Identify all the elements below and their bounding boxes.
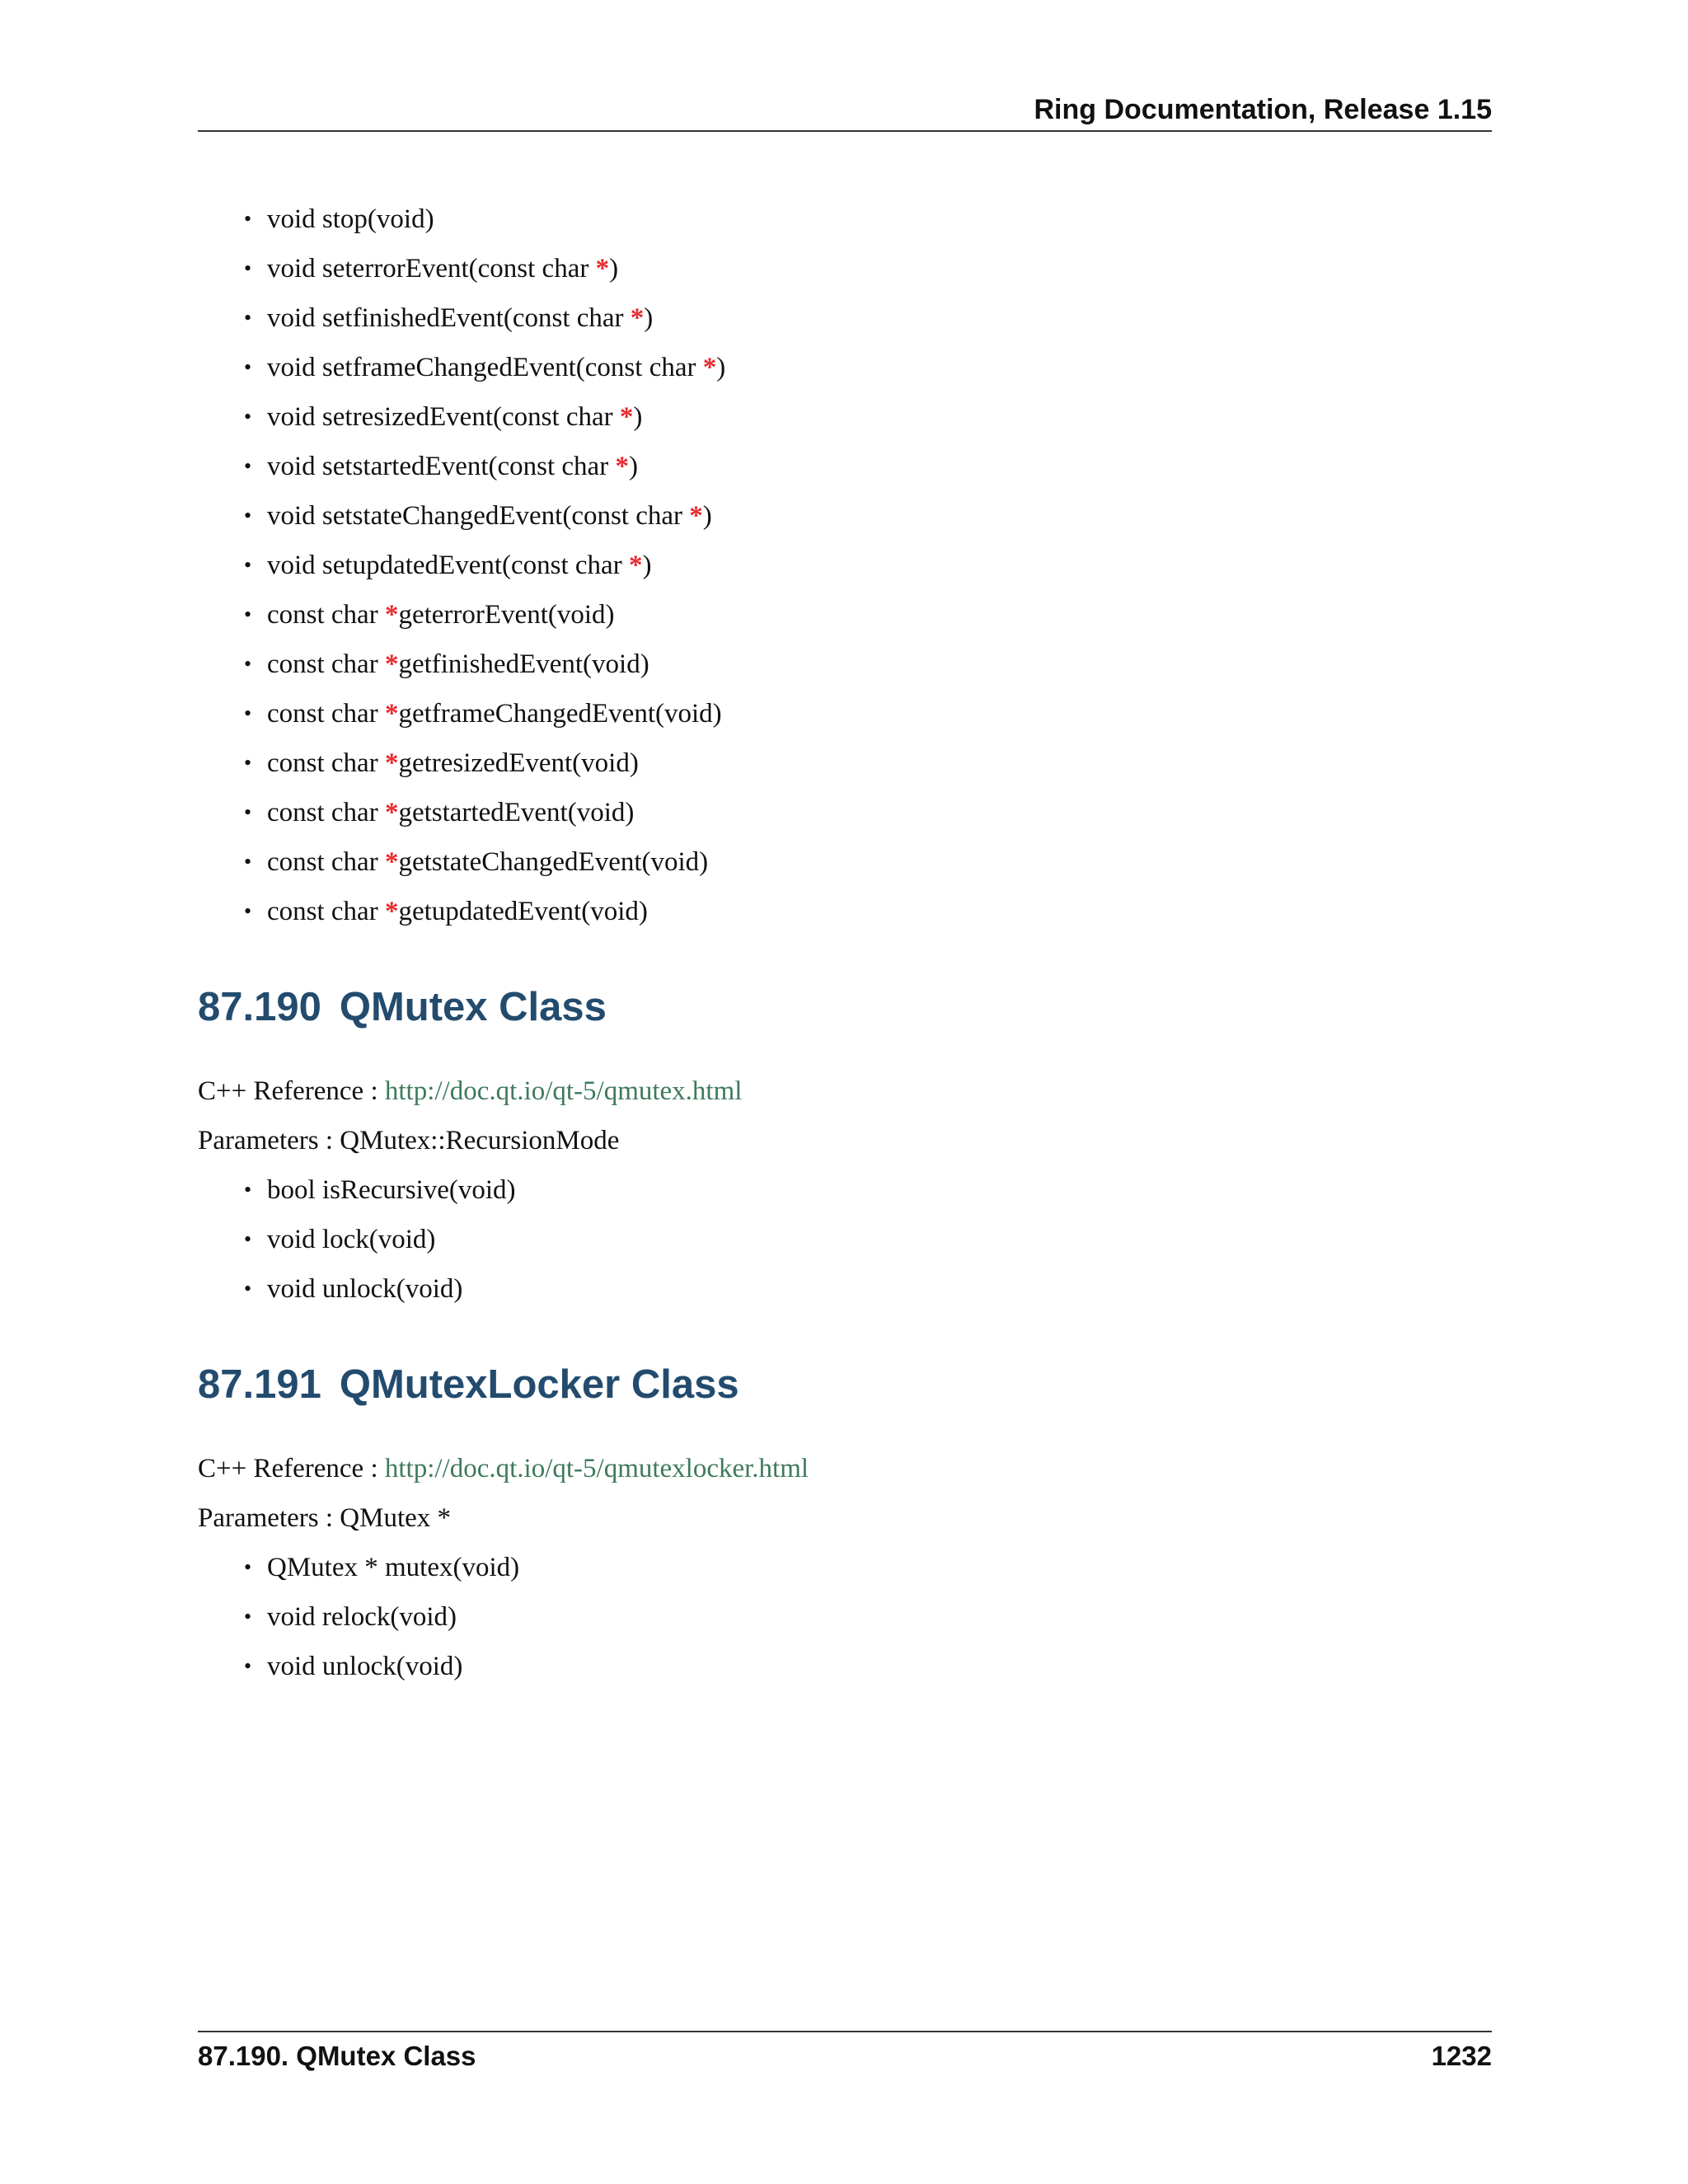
list-item bbox=[198, 640, 1492, 689]
bullet-icon: • bbox=[244, 850, 252, 874]
method-text: const char bbox=[267, 699, 385, 729]
list-item bbox=[198, 590, 1492, 640]
method-list-qmovie bbox=[198, 194, 1492, 936]
bullet-icon: • bbox=[244, 1277, 252, 1301]
method-text: getframeChangedEvent(void) bbox=[398, 699, 722, 729]
reference-link[interactable]: http://doc.qt.io/qt-5/qmutex.html bbox=[384, 1076, 743, 1106]
bullet-icon: • bbox=[244, 800, 252, 824]
list-item bbox=[198, 788, 1492, 837]
method-text: ) bbox=[633, 402, 643, 432]
list-item bbox=[198, 541, 1492, 590]
method-text: void setfinishedEvent(const char bbox=[267, 303, 631, 333]
page-footer bbox=[198, 2031, 1492, 2082]
section-title: QMutexLocker Class bbox=[339, 1362, 739, 1407]
list-item bbox=[198, 1165, 1492, 1215]
method-text: void unlock(void) bbox=[267, 1274, 463, 1304]
reference-link[interactable]: http://doc.qt.io/qt-5/qmutexlocker.html bbox=[384, 1454, 809, 1483]
cpp-reference bbox=[198, 1444, 1492, 1493]
method-text: const char bbox=[267, 847, 385, 877]
method-text: void relock(void) bbox=[267, 1602, 457, 1632]
list-item bbox=[198, 887, 1492, 936]
method-text: ) bbox=[628, 452, 638, 481]
list-item bbox=[198, 1543, 1492, 1592]
section-heading bbox=[198, 982, 1492, 1032]
bullet-icon: • bbox=[244, 701, 252, 725]
pointer-star: * bbox=[384, 649, 399, 679]
pointer-star: * bbox=[615, 452, 629, 481]
bullet-icon: • bbox=[244, 652, 252, 676]
bullet-icon: • bbox=[244, 1605, 252, 1629]
bullet-icon: • bbox=[244, 899, 252, 923]
method-text: ) bbox=[642, 551, 652, 580]
method-text: ) bbox=[716, 353, 726, 382]
method-text: void setframeChangedEvent(const char bbox=[267, 353, 703, 382]
method-text: void setresizedEvent(const char bbox=[267, 402, 620, 432]
method-list-qmutex bbox=[198, 1165, 1492, 1314]
section-heading bbox=[198, 1360, 1492, 1409]
method-text: ) bbox=[702, 501, 712, 531]
bullet-icon: • bbox=[244, 553, 252, 577]
method-text: geterrorEvent(void) bbox=[398, 600, 615, 630]
method-text: bool isRecursive(void) bbox=[267, 1175, 516, 1205]
method-text: void setstartedEvent(const char bbox=[267, 452, 616, 481]
bullet-icon: • bbox=[244, 405, 252, 429]
section-number: 87.191 bbox=[198, 1362, 321, 1407]
section-title: QMutex Class bbox=[339, 985, 607, 1029]
bullet-icon: • bbox=[244, 355, 252, 379]
method-text: const char bbox=[267, 798, 385, 827]
method-text: QMutex * mutex(void) bbox=[267, 1553, 520, 1582]
page-header bbox=[198, 92, 1492, 132]
method-text: getfinishedEvent(void) bbox=[398, 649, 649, 679]
bullet-icon: • bbox=[244, 602, 252, 626]
parameters-line: Parameters : QMutex::RecursionMode bbox=[198, 1126, 620, 1155]
pointer-star: * bbox=[630, 303, 645, 333]
method-text: const char bbox=[267, 748, 385, 778]
bullet-icon: • bbox=[244, 1178, 252, 1202]
page-number: 1232 bbox=[1431, 2041, 1492, 2071]
section-qmutex bbox=[198, 982, 1492, 1314]
document-title: Ring Documentation, Release 1.15 bbox=[1034, 94, 1492, 125]
method-text: ) bbox=[609, 254, 619, 284]
pointer-star: * bbox=[595, 254, 610, 284]
pointer-star: * bbox=[628, 551, 643, 580]
bullet-icon: • bbox=[244, 504, 252, 527]
method-text: void unlock(void) bbox=[267, 1652, 463, 1681]
list-item bbox=[198, 343, 1492, 392]
pointer-star: * bbox=[384, 798, 399, 827]
list-item bbox=[198, 194, 1492, 244]
list-item bbox=[198, 689, 1492, 738]
pointer-star: * bbox=[384, 897, 399, 926]
bullet-icon: • bbox=[244, 751, 252, 775]
list-item bbox=[198, 244, 1492, 293]
method-text: getstateChangedEvent(void) bbox=[398, 847, 709, 877]
method-text: void lock(void) bbox=[267, 1225, 436, 1254]
list-item bbox=[198, 442, 1492, 491]
section-qmutexlocker bbox=[198, 1360, 1492, 1691]
pointer-star: * bbox=[619, 402, 634, 432]
bullet-icon: • bbox=[244, 1654, 252, 1678]
bullet-icon: • bbox=[244, 207, 252, 231]
pointer-star: * bbox=[384, 847, 399, 877]
method-text: getupdatedEvent(void) bbox=[398, 897, 648, 926]
footer-section: 87.190. QMutex Class bbox=[198, 2041, 476, 2071]
method-text: getresizedEvent(void) bbox=[398, 748, 639, 778]
parameters-line: Parameters : QMutex * bbox=[198, 1503, 452, 1533]
reference-label: C++ Reference : bbox=[198, 1076, 385, 1106]
section-number: 87.190 bbox=[198, 985, 321, 1029]
reference-label: C++ Reference : bbox=[198, 1454, 385, 1483]
list-item bbox=[198, 1642, 1492, 1691]
list-item bbox=[198, 293, 1492, 343]
list-item bbox=[198, 738, 1492, 788]
method-text: const char bbox=[267, 649, 385, 679]
cpp-reference bbox=[198, 1066, 1492, 1116]
method-text: ) bbox=[644, 303, 654, 333]
list-item bbox=[198, 1592, 1492, 1642]
list-item bbox=[198, 392, 1492, 442]
method-text: void stop(void) bbox=[267, 204, 434, 234]
pointer-star: * bbox=[702, 353, 717, 382]
list-item bbox=[198, 1215, 1492, 1264]
method-text: void setstateChangedEvent(const char bbox=[267, 501, 690, 531]
bullet-icon: • bbox=[244, 1227, 252, 1251]
method-text: getstartedEvent(void) bbox=[398, 798, 635, 827]
bullet-icon: • bbox=[244, 1555, 252, 1579]
method-list-qmutexlocker bbox=[198, 1543, 1492, 1691]
list-item bbox=[198, 1264, 1492, 1314]
list-item bbox=[198, 837, 1492, 887]
list-item bbox=[198, 491, 1492, 541]
method-text: void seterrorEvent(const char bbox=[267, 254, 596, 284]
bullet-icon: • bbox=[244, 306, 252, 330]
method-text: const char bbox=[267, 600, 385, 630]
bullet-icon: • bbox=[244, 454, 252, 478]
bullet-icon: • bbox=[244, 256, 252, 280]
method-text: const char bbox=[267, 897, 385, 926]
pointer-star: * bbox=[384, 748, 399, 778]
pointer-star: * bbox=[689, 501, 703, 531]
method-text: void setupdatedEvent(const char bbox=[267, 551, 629, 580]
pointer-star: * bbox=[384, 600, 399, 630]
page-content bbox=[198, 194, 1492, 1691]
pointer-star: * bbox=[384, 699, 399, 729]
